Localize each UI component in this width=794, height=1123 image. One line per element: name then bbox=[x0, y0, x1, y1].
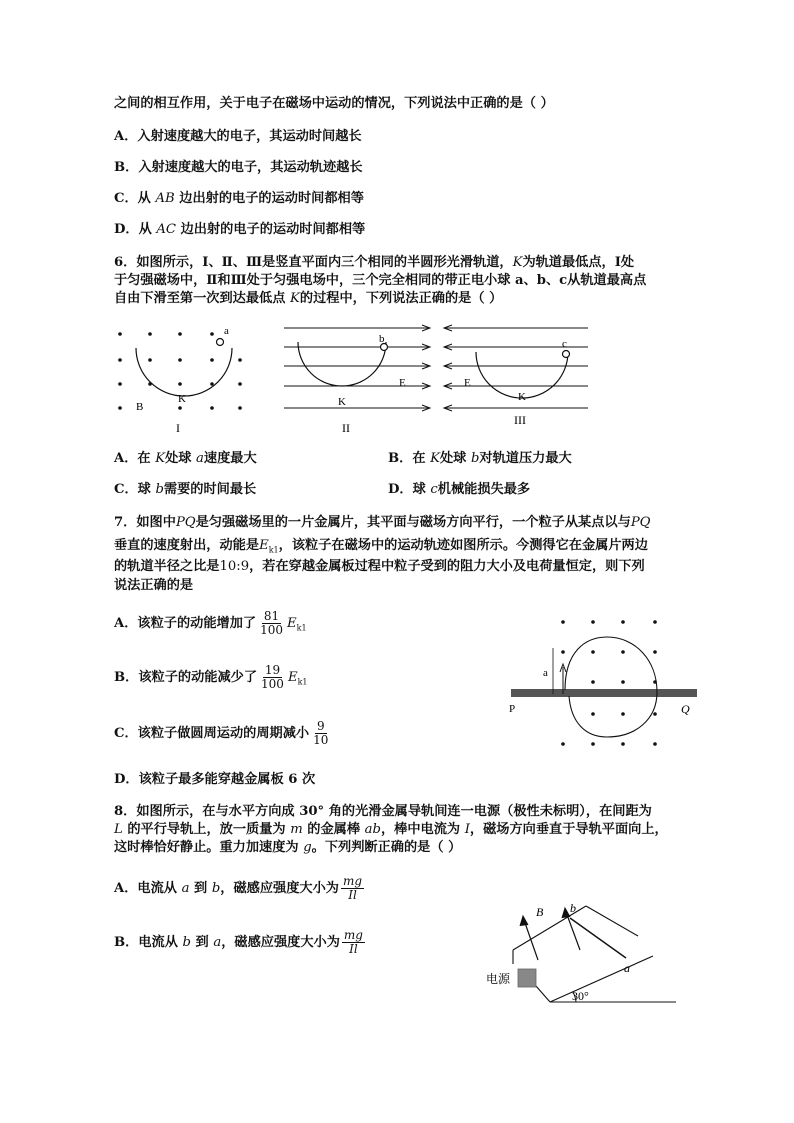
q6-option-b: B．在 K处球 b对轨道压力最大 bbox=[388, 451, 572, 466]
q8-option-b: B．电流从 b 到 a，磁感应强度大小为 $\frac{mg}{Il}$ bbox=[114, 928, 363, 956]
q7-label-q: Q bbox=[681, 702, 690, 716]
q5-option-c: C．从 AB 边出射的电子的运动时间都相等 bbox=[114, 191, 364, 206]
q5-option-b: B．入射速度越大的电子，其运动轨迹越长 bbox=[114, 160, 363, 175]
q7-stem-line3: 的轨道半径之比是10:9，若在穿越金属板过程中粒子受到的阻力大小及电荷量恒定，则下列 bbox=[114, 559, 645, 574]
q7-label-p: P bbox=[509, 703, 516, 715]
q6-panel-i bbox=[118, 325, 242, 435]
q7-stem-line4: 说法正确的是 bbox=[114, 578, 194, 593]
q6-stem-line2: 于匀强磁场中，Ⅱ和Ⅲ处于匀强电场中，三个完全相同的带正电小球 a、b、c从轨道最高点 bbox=[114, 273, 647, 288]
q7-field-dots bbox=[561, 620, 657, 746]
q8-rail-bottom bbox=[550, 956, 653, 1002]
q7-option-a: A．该粒子的动能增加了 $\frac{81}{100}$ $E_{k1}$ bbox=[114, 609, 307, 637]
q8-label-b-field: B bbox=[536, 905, 544, 919]
q6-figure bbox=[108, 320, 598, 440]
q8-label-source: 电源 bbox=[486, 972, 511, 986]
q7-option-d: D．该粒子最多能穿越金属板 6 次 bbox=[114, 772, 316, 787]
q6-label-e1: E bbox=[399, 377, 406, 389]
q8-stem-line2: L 的平行导轨上，放一质量为 m 的金属棒 ab，棒中电流为 I，磁场方向垂直于导轨平面向上， bbox=[114, 822, 668, 837]
q7-stem-line1: 7．如图中PQ是匀强磁场里的一片金属片，其平面与磁场方向平行，一个粒子从某点以与PQ bbox=[114, 515, 651, 530]
q6-option-c: C．球 b需要的时间最长 bbox=[114, 482, 257, 497]
q5-stem-tail: 之间的相互作用，关于电子在磁场中运动的情况，下列说法中正确的是（ ） bbox=[114, 96, 554, 111]
q6-label-b-field: B bbox=[136, 401, 144, 413]
q8-b-arrow-2 bbox=[566, 912, 580, 950]
q6-label-a: a bbox=[224, 325, 229, 337]
q5-option-a: A．入射速度越大的电子，其运动时间越长 bbox=[114, 129, 362, 144]
q8-stem-line1: 8．如图所示，在与水平方向成 30° 角的光滑金属导轨间连一电源（极性未标明），在间距为 bbox=[114, 804, 652, 819]
q6-label-c: c bbox=[562, 338, 567, 350]
q7-option-b: B．该粒子的动能减少了 $\frac{19}{100}$ $E_{k1}$ bbox=[114, 663, 308, 691]
q6-label-b: b bbox=[379, 333, 385, 345]
q8-power-source bbox=[518, 969, 536, 987]
q6-stem-line3: 自由下滑至第一次到达最低点 K的过程中，下列说法正确的是（ ） bbox=[114, 291, 503, 306]
q6-panel-ii bbox=[284, 325, 430, 411]
q6-label-i: I bbox=[176, 421, 180, 435]
q7-option-c: C．该粒子做圆周运动的周期减小 $\frac{9}{10}$ bbox=[114, 719, 329, 747]
q7-stem-line2: 垂直的速度射出，动能是$E_{k1}$，该粒子在磁场中的运动轨迹如图所示。今测得它在金属片两边 bbox=[114, 538, 648, 555]
q6-label-k2: K bbox=[338, 396, 346, 408]
q8-label-a: a bbox=[624, 961, 630, 975]
q6-label-e2: E bbox=[464, 377, 471, 389]
q7-figure bbox=[505, 612, 705, 752]
q8-label-b: b bbox=[570, 901, 576, 915]
q8-figure bbox=[478, 892, 678, 1012]
q5-option-d: D．从 AC 边出射的电子的运动时间都相等 bbox=[114, 222, 366, 237]
q8-option-a: A．电流从 a 到 b，磁感应强度大小为 $\frac{mg}{Il}$ bbox=[114, 874, 363, 902]
q7-metal-plate bbox=[511, 689, 697, 697]
q6-option-a: A．在 K处球 a速度最大 bbox=[114, 451, 257, 466]
q6-stem-line1: 6．如图所示，Ⅰ、Ⅱ、Ⅲ是竖直平面内三个相同的半圆形光滑轨道，K为轨道最低点，Ⅰ处 bbox=[114, 255, 635, 270]
q6-label-ii: II bbox=[342, 421, 350, 435]
q7-trajectory bbox=[565, 637, 657, 737]
q6-ball-a bbox=[217, 339, 224, 346]
q8-stem-line3: 这时棒恰好静止。重力加速度为 g。下列判断正确的是（ ） bbox=[114, 840, 462, 855]
q6-option-d: D．球 c机械能损失最多 bbox=[388, 482, 531, 497]
q8-label-angle: 30° bbox=[572, 989, 589, 1003]
q6-label-k3: K bbox=[518, 391, 526, 403]
q6-ball-c bbox=[563, 351, 570, 358]
q6-label-iii: III bbox=[514, 413, 526, 427]
q8-b-arrow-1 bbox=[524, 920, 538, 960]
q7-label-a: a bbox=[543, 667, 548, 679]
q6-label-k1: K bbox=[178, 393, 186, 405]
